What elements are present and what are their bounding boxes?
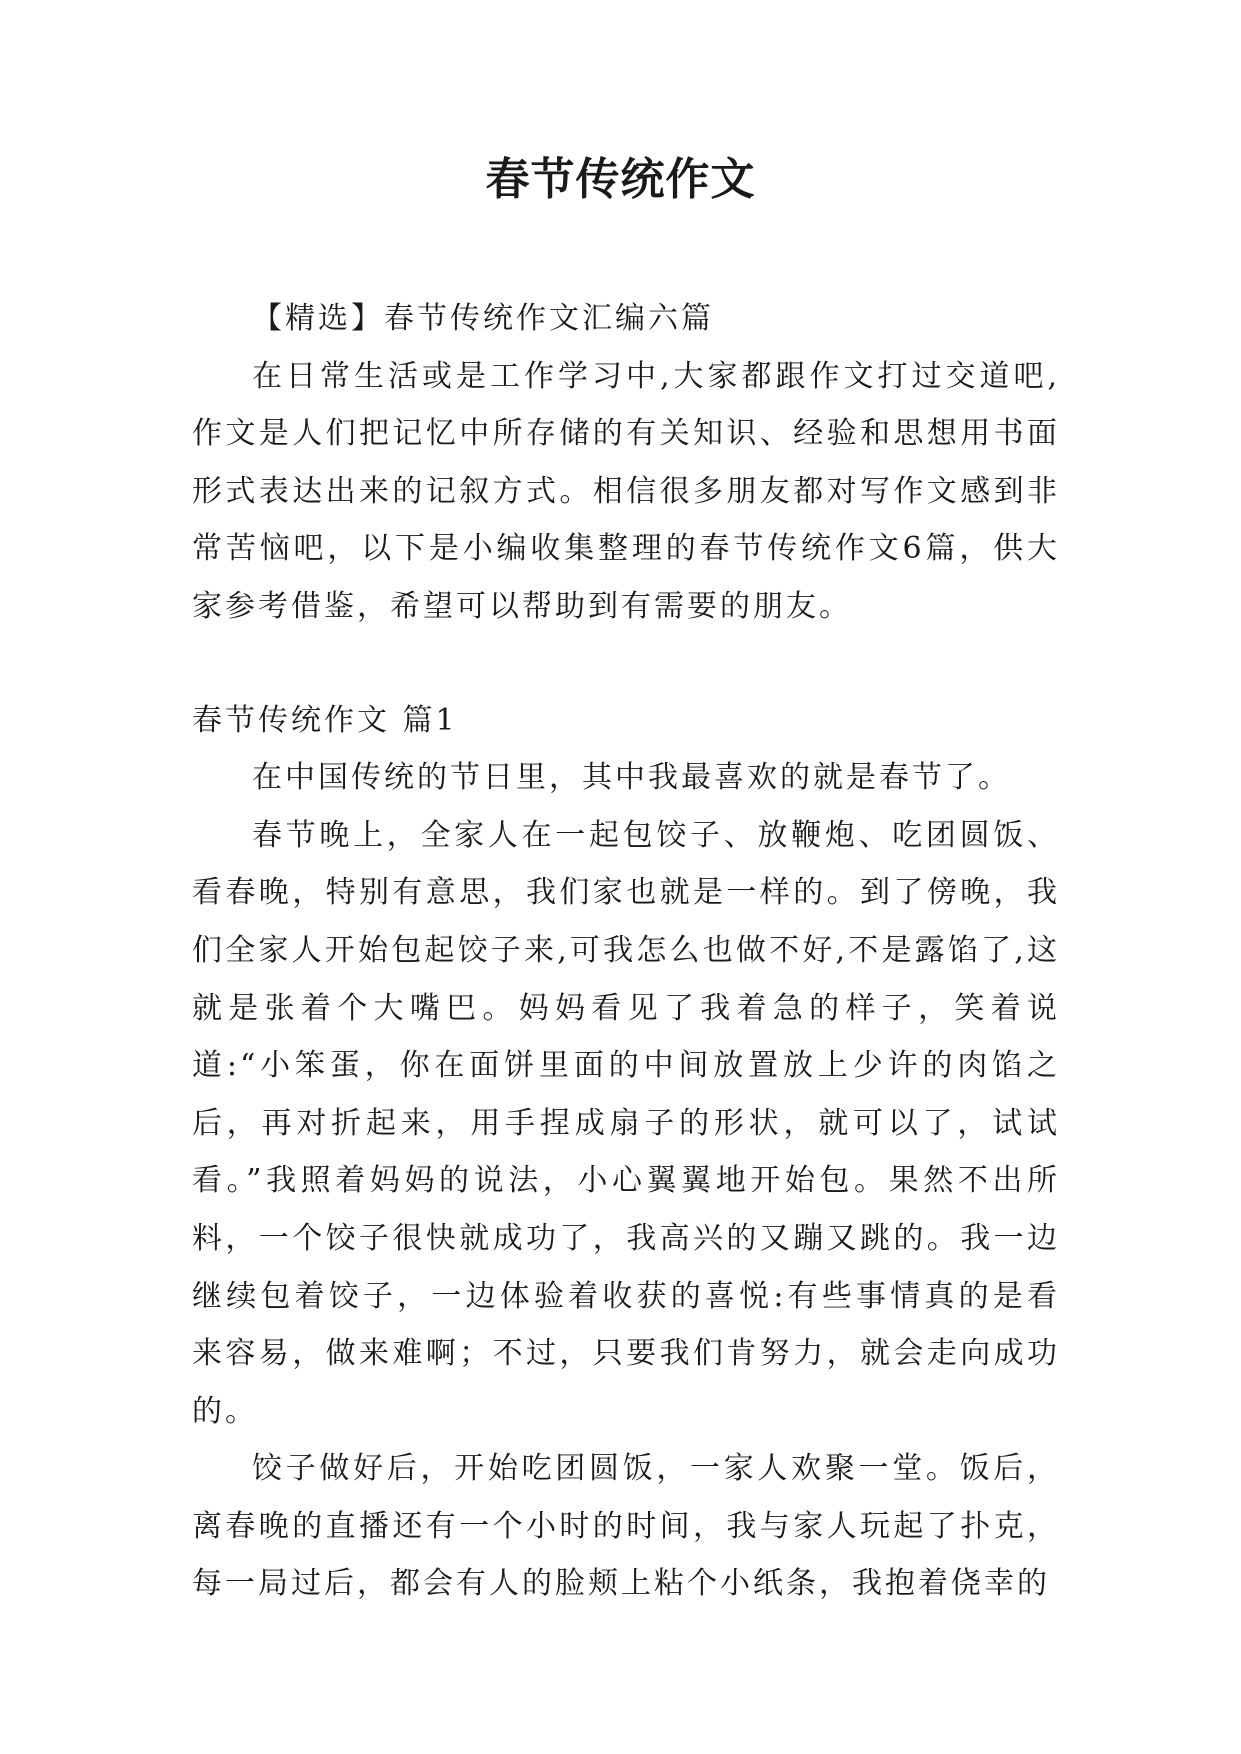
section-spacer [192,636,1060,692]
document-body [192,290,1060,1613]
body-paragraph: 春节晚上，全家人在一起包饺子、放鞭炮、吃团圆饭、看春晚，特别有意思，我们家也就是一样的。到了傍晚，我们全家人开始包起饺子来,可我怎么也做不好,不是露馅了,这就是张着个大嘴巴。妈妈看见了我着急的样子，笑着说道:“小笨蛋，你在面饼里面的中间放置放上少许的肉馅之后，再对折起来，用手捏成扇子的形状，就可以了，试试看。”我照着妈妈的说法，小心翼翼地开始包。果然不出所料，一个饺子很快就成功了，我高兴的又蹦又跳的。我一边继续包着饺子，一边体验着收获的喜悦:有些事情真的是看来容易，做来难啊；不过，只要我们肯努力，就会走向成功的。 [192,817,1060,1429]
section-title: 春节传统作文 篇1 [192,702,458,738]
document-title: 春节传统作文 [485,154,756,205]
intro-paragraph: 在日常生活或是工作学习中,大家都跟作文打过交道吧,作文是人们把记忆中所存储的有关知识、经验和思想用书面形式表达出来的记叙方式。相信很多朋友都对写作文感到非常苦恼吧，以下是小编收集整理的春节传统作文6篇，供大家参考借鉴，希望可以帮助到有需要的朋友。 [192,358,1060,624]
body-paragraph: 饺子做好后，开始吃团圆饭，一家人欢聚一堂。饭后，离春晚的直播还有一个小时的时间，我与家人玩起了扑克，每一局过后，都会有人的脸颊上粘个小纸条，我抱着侥幸的 [192,1451,1060,1602]
body-paragraph: 在中国传统的节日里，其中我最喜欢的就是春节了。 [252,760,1011,796]
intro-heading: 【精选】春节传统作文汇编六篇 [252,301,714,336]
